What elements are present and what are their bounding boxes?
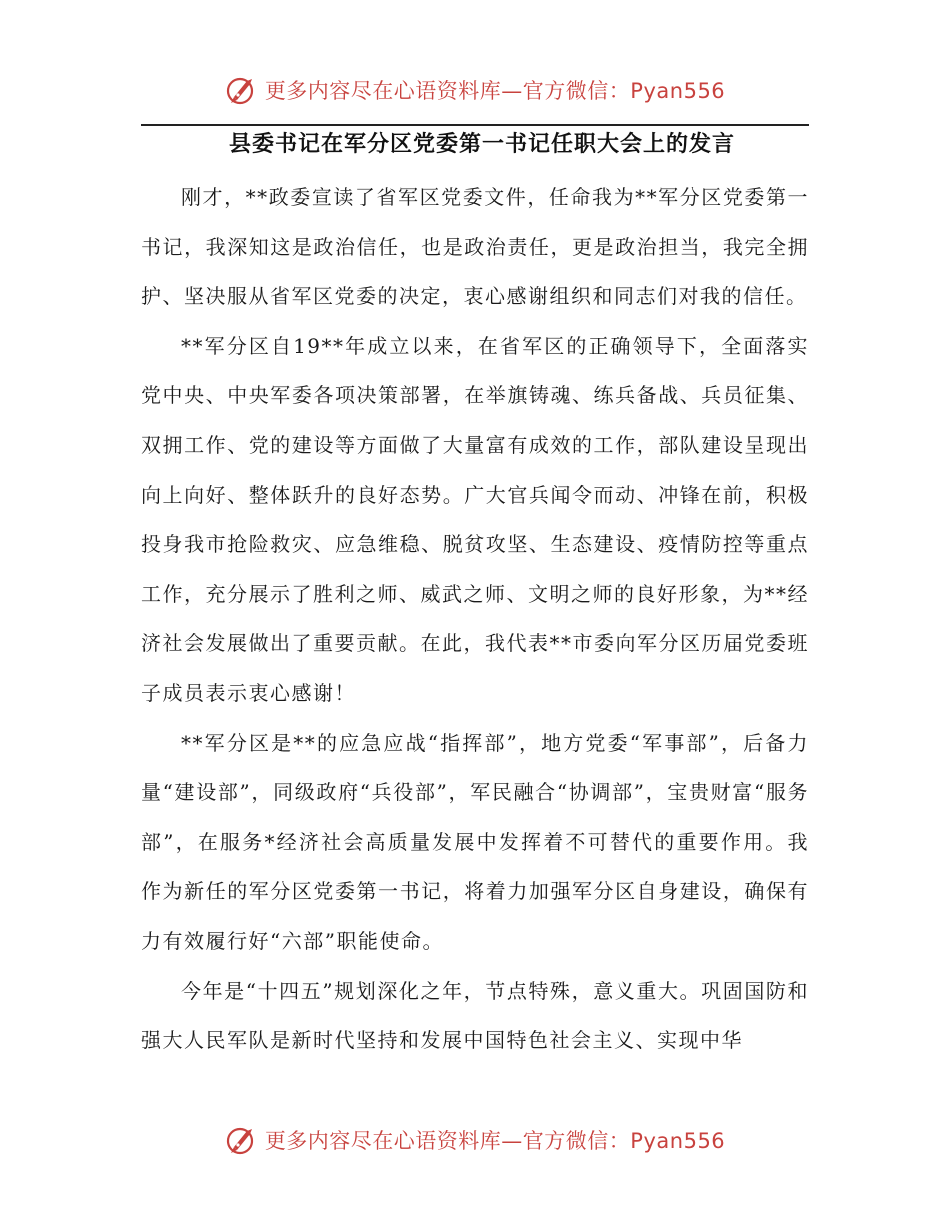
header-watermark-banner: [0, 68, 950, 112]
fountain-pen-logo-icon: [225, 73, 259, 107]
footer-watermark-banner: [0, 1118, 950, 1162]
paragraph: 刚才，**政委宣读了省军区党委文件，任命我为**军分区党委第一书记，我深知这是政治信任，也是政治责任，更是政治担当，我完全拥护、坚决服从省军区党委的决定，衷心感谢组织和同志们对我的信任。: [141, 185, 809, 309]
watermark-group: [225, 73, 725, 107]
paragraph: **军分区自19**年成立以来，在省军区的正确领导下，全面落实党中央、中央军委各项决策部署，在举旗铸魂、练兵备战、兵员征集、双拥工作、党的建设等方面做了大量富有成效的工作，部队建设呈现出向上向好、整体跃升的良好态势。广大官兵闻令而动、冲锋在前，积极投身我市抢险救灾、应急维稳、脱贫攻坚、生态建设、疫情防控等重点工作，充分展示了胜利之师、威武之师、文明之师的良好形象，为**经济社会发展做出了重要贡献。在此，我代表**市委向军分区历届党委班子成员表示衷心感谢！: [141, 333, 809, 705]
document-body: [141, 173, 809, 1066]
paragraph: **军分区是**的应急应战“指挥部”，地方党委“军事部”，后备力量“建设部”，同级政府“兵役部”，军民融合“协调部”，宝贵财富“服务部”，在服务*经济社会高质量发展中发挥着不可替代的重要作用。我作为新任的军分区党委第一书记，将着力加强军分区自身建设，确保有力有效履行好“六部”职能使命。: [141, 730, 809, 953]
paragraph: 今年是“十四五”规划深化之年，节点特殊，意义重大。巩固国防和强大人民军队是新时代坚持和发展中国特色社会主义、实现中华: [141, 978, 809, 1053]
header-rule: [141, 124, 809, 126]
watermark-group: [225, 1123, 725, 1157]
document-title: 县委书记在军分区党委第一书记任职大会上的发言: [229, 132, 736, 157]
fountain-pen-logo-icon: [225, 1123, 259, 1157]
watermark-text: 更多内容尽在心语资料库—官方微信：Pyan556: [264, 1129, 726, 1153]
watermark-text: 更多内容尽在心语资料库—官方微信：Pyan556: [264, 79, 726, 103]
